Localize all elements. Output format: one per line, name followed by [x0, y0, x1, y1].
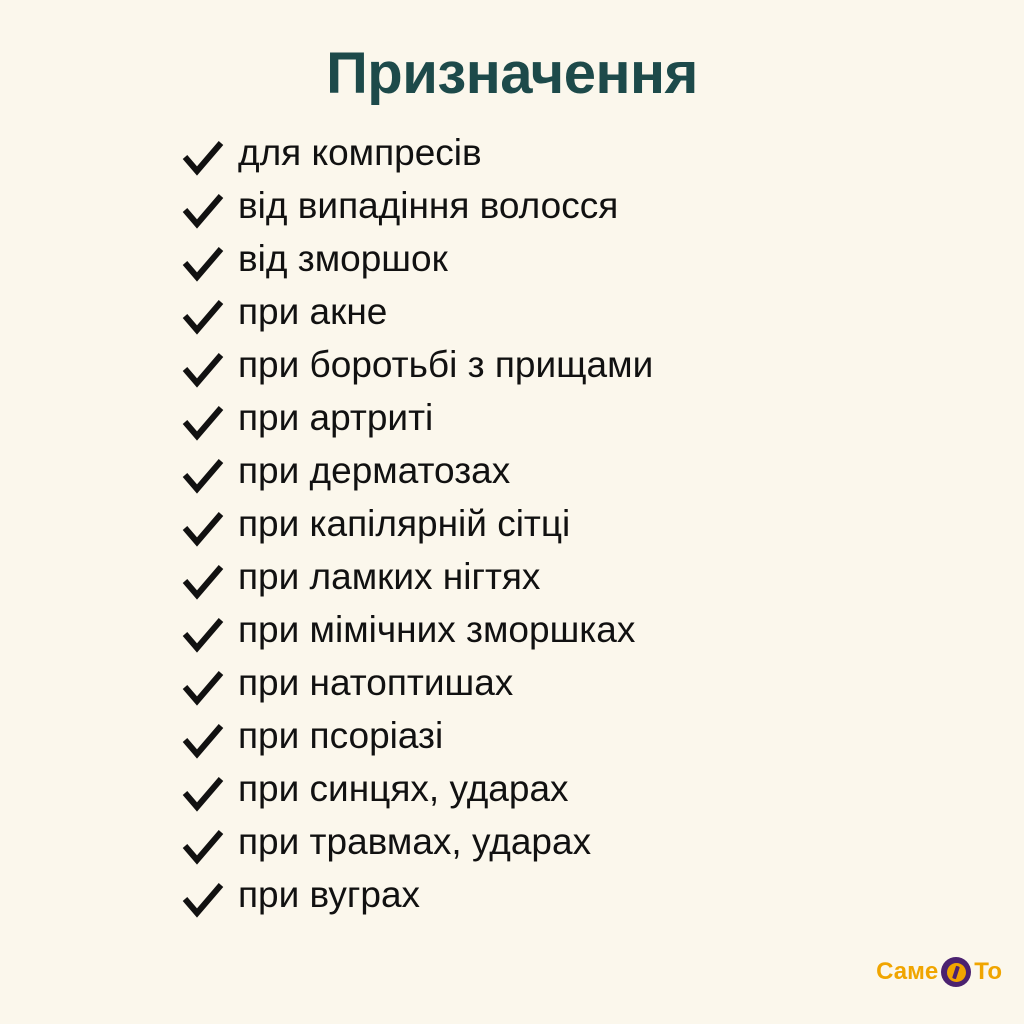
check-icon	[182, 564, 224, 602]
list-item	[0, 661, 1024, 708]
usage-list	[0, 106, 1024, 920]
list-item	[0, 502, 1024, 549]
list-item-label: при псоріазі	[238, 714, 444, 756]
check-icon	[182, 458, 224, 496]
list-item-label: при артриті	[238, 396, 434, 438]
list-item-label: при травмах, ударах	[238, 820, 592, 862]
logo-circle-inner	[947, 963, 966, 982]
check-icon	[182, 670, 224, 708]
check-icon	[182, 723, 224, 761]
list-item	[0, 714, 1024, 761]
list-item	[0, 767, 1024, 814]
check-icon	[182, 617, 224, 655]
list-item	[0, 396, 1024, 443]
list-item-label: при дерматозах	[238, 449, 511, 491]
list-item	[0, 343, 1024, 390]
check-icon	[182, 352, 224, 390]
list-item-label: при капілярній сітці	[238, 502, 571, 544]
list-item	[0, 184, 1024, 231]
list-item-label: при мімічних зморшках	[238, 608, 636, 650]
list-item-label: при акне	[238, 290, 388, 332]
list-item-label: від зморшок	[238, 237, 448, 279]
check-icon	[182, 193, 224, 231]
list-item	[0, 131, 1024, 178]
check-icon	[182, 246, 224, 284]
list-item	[0, 555, 1024, 602]
list-item	[0, 873, 1024, 920]
check-icon	[182, 140, 224, 178]
list-item-label: при боротьбі з прищами	[238, 343, 654, 385]
logo-text-left: Саме	[876, 958, 939, 985]
logo-text-right: То	[974, 958, 1002, 985]
check-icon	[182, 405, 224, 443]
list-item-label: при синцях, ударах	[238, 767, 569, 809]
list-item	[0, 608, 1024, 655]
list-item-label: для компресів	[238, 131, 482, 173]
list-item-label: при ламких нігтях	[238, 555, 541, 597]
page-title: Призначення	[326, 41, 698, 106]
check-icon	[182, 829, 224, 867]
check-icon	[182, 299, 224, 337]
check-icon	[182, 511, 224, 549]
list-item	[0, 290, 1024, 337]
brand-logo	[876, 952, 1002, 992]
list-item-label: при вуграх	[238, 873, 421, 915]
list-item	[0, 237, 1024, 284]
check-icon	[182, 776, 224, 814]
check-icon	[182, 882, 224, 920]
list-item	[0, 449, 1024, 496]
list-item	[0, 820, 1024, 867]
logo-circle-icon	[941, 957, 971, 987]
list-item-label: при натоптишах	[238, 661, 514, 703]
list-item-label: від випадіння волосся	[238, 184, 619, 226]
